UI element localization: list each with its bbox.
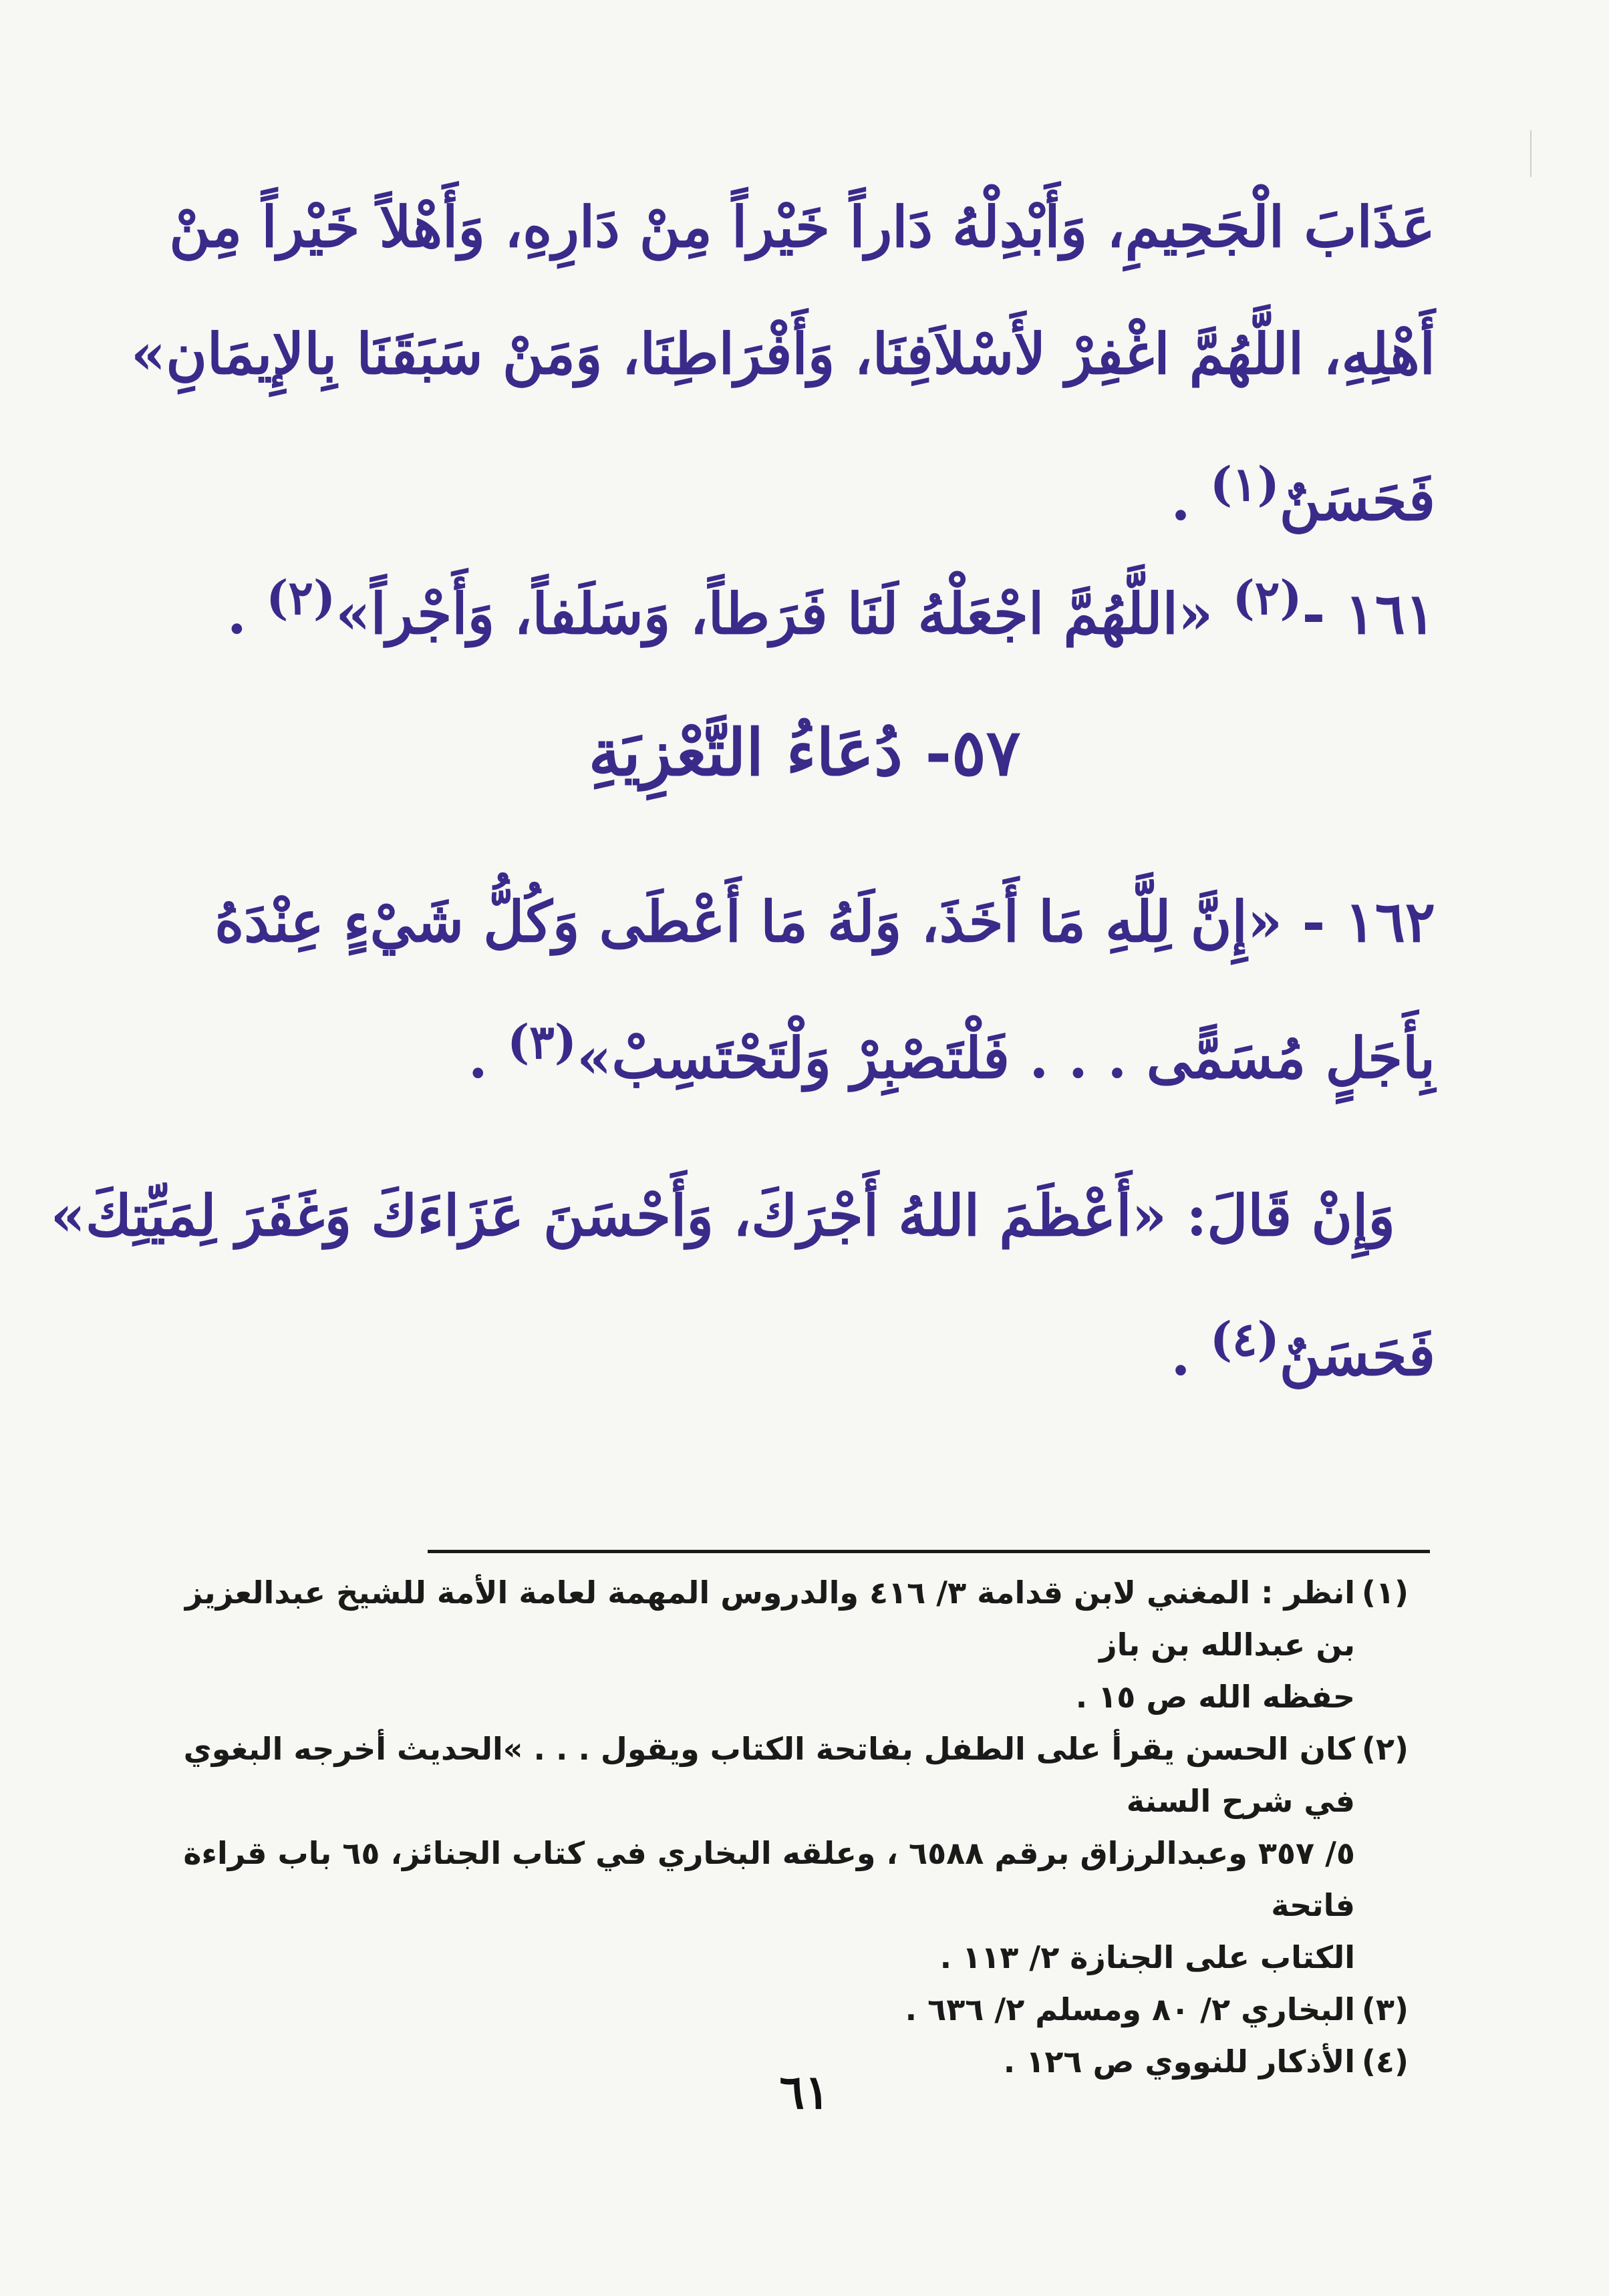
verdict-text: فَحَسَنٌ [1279,467,1435,533]
footnote-number: (٢) [1361,1731,1409,1767]
text-line-8 [1171,1299,1435,1396]
footnote-3 [159,1983,1409,2035]
footnote-ref-1: (١) [1209,456,1280,512]
dua-162-end: بِأَجَلٍ مُسَمًّى . . . فَلْتَصْبِرْ وَلْتَحْتَسِبْ» [576,1025,1435,1091]
footnote-number: (٣) [1361,1991,1409,2027]
item-number-161: ١٦١ - [1302,581,1435,647]
period: . [1171,467,1191,533]
footnote-ref-3: (٣) [507,1014,577,1070]
text-line-5: ١٦٢ - «إِنَّ لِلَّهِ مَا أَخَذَ، وَلَهُ مَا أَعْطَى وَكُلُّ شَيْءٍ عِنْدَهُ [214,888,1435,955]
period: . [227,581,247,647]
text-line-1: عَذَابَ الْجَحِيمِ، وَأَبْدِلْهُ دَاراً خَيْراً مِنْ دَارِهِ، وَأَهْلاً خَيْراً مِنْ [169,194,1435,260]
footnote-2 [159,1723,1409,1983]
footnote-line: الأذكار للنووي ص ١٢٦ . [1003,2043,1355,2080]
text-line-2: أَهْلِهِ، اللَّهُمَّ اغْفِرْ لأَسْلاَفِنَا، وَأَفْرَاطِنَا، وَمَنْ سَبَقَنَا بِالإِيمَانِ» [130,321,1435,387]
section-heading: ٥٧- دُعَاءُ التَّعْزِيَةِ [588,715,1021,790]
footnote-line: كان الحسن يقرأ على الطفل بفاتحة الكتاب ويقول . . . »الحديث أخرجه البغوي في شرح السنة [183,1731,1355,1819]
footnote-line: الكتاب على الجنازة ٢/ ١١٣ . [939,1939,1355,1975]
footnote-separator [428,1550,1430,1553]
footnote-line: حفظه الله ص ١٥ . [1075,1679,1355,1715]
period: . [468,1025,488,1091]
period: . [1171,1322,1191,1388]
text-line-4 [227,558,1435,654]
text-line-7: وَإِنْ قَالَ: «أَعْظَمَ اللهُ أَجْرَكَ، وَأَحْسَنَ عَزَاءَكَ وَغَفَرَ لِمَيِّتِكَ» [50,1182,1395,1249]
footnote-line: البخاري ٢/ ٨٠ ومسلم ٢/ ٦٣٦ . [905,1991,1355,2027]
footnote-line: ٥/ ٣٥٧ وعبدالرزاق برقم ٦٥٨٨ ، وعلقه البخاري في كتاب الجنائز، ٦٥ باب قراءة فاتحة [183,1835,1355,1923]
footnote-number: (٤) [1361,2043,1409,2080]
scan-artifact [1530,130,1531,177]
footnote-1 [159,1567,1409,1723]
verdict-text-2: فَحَسَنٌ [1279,1322,1435,1388]
page-number: ٦١ [779,2064,830,2120]
footnote-number: (١) [1361,1575,1409,1611]
footnote-line: انظر : المغني لابن قدامة ٣/ ٤١٦ والدروس المهمة لعامة الأمة للشيخ عبدالعزيز بن عبدالله بن باز [184,1575,1355,1663]
text-line-6 [468,1002,1435,1098]
footnotes [159,1567,1409,2088]
dua-161: «اللَّهُمَّ اجْعَلْهُ لَنَا فَرَطاً، وَسَلَفاً، وَأَجْراً» [335,581,1213,647]
footnote-ref-2: (٢) [266,570,336,625]
ref-marker-2: (٢) [1232,570,1302,625]
text-line-3 [1171,444,1435,540]
footnote-ref-4: (٤) [1209,1311,1280,1367]
